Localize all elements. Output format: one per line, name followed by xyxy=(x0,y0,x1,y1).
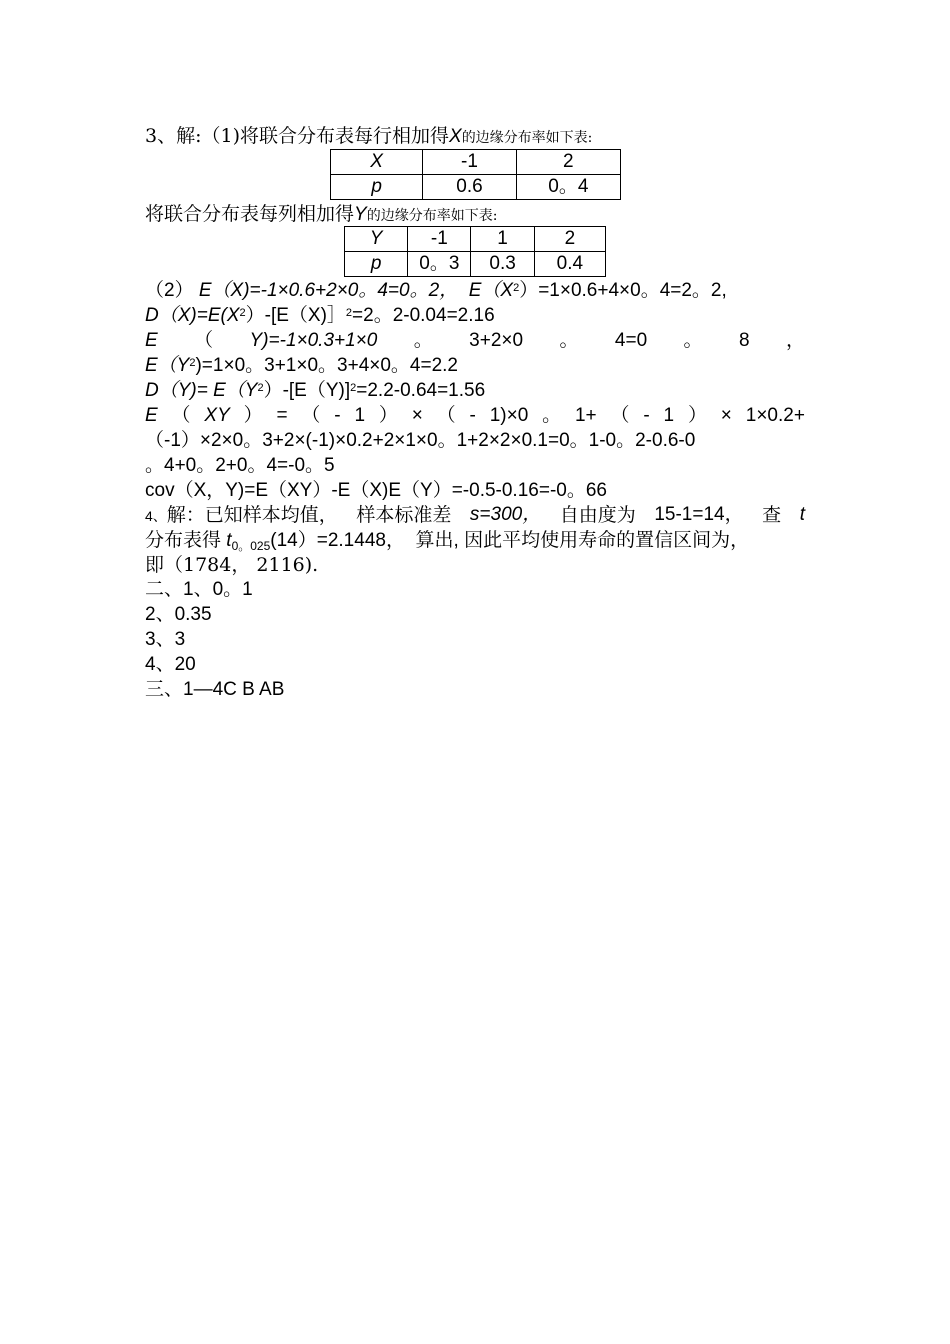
part2-item: 3、3 xyxy=(145,629,186,650)
expectation-xy-result: 。4+0。2+0。4=-0。5 xyxy=(145,455,335,476)
q4-interval-line: 即（1784， 2116). xyxy=(145,554,319,576)
covariance-line: cov（X，Y)=E（XY）-E（X)E（Y）=-0.5-0.16=-0。66 xyxy=(145,480,607,501)
table-row: p 0。3 0.3 0.4 xyxy=(345,252,606,277)
table-row: Y -1 1 2 xyxy=(345,227,606,252)
marginal-table-y xyxy=(344,226,606,277)
q4-t-distribution-line: 分布表得 $t_{0。025}(14)=2.1448$， 算出, 因此平均使用寿命的置信区间为， xyxy=(145,529,750,553)
expectation-y-squared-line: $E(Y^2)=1\times 0$。3+1×0。3+4×0。4=2.2 xyxy=(145,355,458,376)
expectation-xy-continued: （-1）×2×0。3+2×(-1)×0.2+2×1×0。1+2×2×0.1=0。1-0。2-0.6-0 xyxy=(145,430,696,451)
part2-item: 2、0.35 xyxy=(145,604,212,625)
q3-column-sum-line: 将联合分布表每列相加得Y的边缘分布率如下表: xyxy=(145,203,498,225)
q3-intro-line: 3、解:（1)将联合分布表每行相加得X的边缘分布率如下表: xyxy=(145,125,593,147)
expectation-x-line: （2） E（X)=-1×0.6+2×0。4=0。2， $E(X^2)=1\times 0.6+4\times 0$。4=2。2, xyxy=(145,280,727,301)
table-row: X -1 2 xyxy=(331,150,621,175)
part3-answers: 三、1—4C B AB xyxy=(145,679,285,700)
expectation-xy-line: E （ XY ） = （ - 1 ） × （ - 1)×0 。 1+ （ - 1 ） × 1×0.2+ xyxy=(145,405,805,426)
q4-intro-line: 4、解：已知样本均值， 样本标准差 s=300， 自由度为 15-1=14， 查 t xyxy=(145,504,805,526)
part2-item: 4、20 xyxy=(145,654,196,675)
variance-x-line: $D(X)=E(X^2)-[E(X)]^2=2$。2-0.04=2.16 xyxy=(145,305,495,326)
table-row: p 0.6 0。4 xyxy=(331,175,621,200)
expectation-y-line: E （ Y)=-1×0.3+1×0 。 3+2×0 。 4=0 。 8 ， xyxy=(145,330,805,351)
part2-item: 二、1、0。1 xyxy=(145,579,253,600)
marginal-table-x xyxy=(330,149,621,200)
variance-y-line: $D(Y)= E(Y^2)-[E(Y)]^2=2.2-0.64=1.56$ xyxy=(145,380,486,401)
